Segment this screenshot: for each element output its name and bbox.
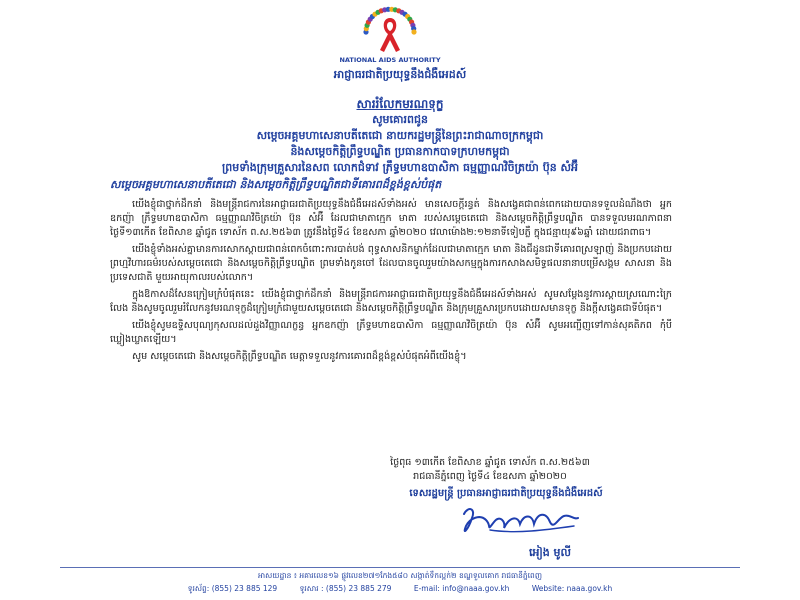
letter-body bbox=[110, 198, 672, 367]
date-block bbox=[340, 456, 640, 484]
svg-text:NATIONAL AIDS AUTHORITY: NATIONAL AIDS AUTHORITY bbox=[339, 56, 441, 64]
salutation: សម្តេចអគ្គមហាសេនាបតីតេជោ និងសម្តេចកិត្តិព្រឹទ្ធបណ្ឌិតជាទីគោរពដ៏ខ្ពង់ខ្ពស់បំផុត bbox=[110, 178, 442, 191]
title-line-4: និងសម្តេចកិត្តិព្រឹទ្ធបណ្ឌិត ប្រធានកាកបាទក្រហមកម្ពុជា bbox=[290, 145, 510, 158]
paragraph: យើងខ្ញុំសូមឧទ្ទិសបុណ្យកុសលដល់ដួងវិញ្ញាណក្ខន្ធ អ្នកឧកញ៉ា ភ្រឹទ្ធមហាឧបាសិកា ធម្មញ្ញាណវិចិត្រយ៉ា ប៊ុន សំអ៊ឺ សូមអញ្ជើញទៅកាន់សុគតិភព កុំបីឃ្លៀងឃ្លាតឡើយ។ bbox=[110, 320, 672, 345]
signature bbox=[446, 500, 596, 542]
paragraph: ក្នុងឱកាសដ៏សែនក្រៀមក្រំបំផុតនេះ យើងខ្ញុំជាថ្នាក់ដឹកនាំ និងមន្ត្រីរាជការអាជ្ញាធរជាតិប្រយុទ្ធនឹងជំងឺអេដស៍ទាំងអស់ សូមសម្តែងនូវការស្តាយស្រណោះក្រៃលែង និងសូមចូលរួមរំលែកនូវមរណទុក្ខដ៏ក្រៀមក្រំជាមួយសម្តេចតេជោ និងសម្តេចកិត្តិព្រឹទ្ធបណ្ឌិត និងក្រុមគ្រួសារប្រកបដោយសមានទុក្ខ និងក្តីសង្វេគជាទីបំផុត។ bbox=[110, 289, 672, 314]
footer-phone: ទូរស័ព្ទ: (855) 23 885 129 bbox=[187, 584, 278, 593]
paragraph: យើងខ្ញុំជាថ្នាក់ដឹកនាំ និងមន្ត្រីរាជការនៃអាជ្ញាធរជាតិប្រយុទ្ធនឹងជំងឺអេដស៍ទាំងអស់ មានសេចក្តីរន្ធត់ និងសង្វេគជាពន់ពេកដោយបានទទួលដំណឹងថា អ្នកឧកញ៉ា ភ្រឹទ្ធមហាឧបាសិកា ធម្មញ្ញាណវិចិត្រយ៉ា ប៊ុន សំអ៊ឺ ដែលជាមាតាក្មេក មាតា របស់សម្តេចតេជោ និងសម្តេចកិត្តិព្រឹទ្ធបណ្ឌិត បានទទួលមរណភាពនាថ្ងៃទី១៣កើត ខែពិសាខ ឆ្នាំជូត ទោស័ក ព.ស.២៥៦៣ ត្រូវនឹងថ្ងៃទី៤ ខែឧសភា ឆ្នាំ២០២០ វេលាម៉ោង២:១២នាទីទៀបភ្លឺ ក្នុងជន្មាយុ៩៦ឆ្នាំ ដោយជរាពាធ។ bbox=[110, 199, 672, 238]
footer-contacts bbox=[60, 584, 740, 595]
footer-fax: ទូរសារ : (855) 23 885 279 bbox=[299, 584, 392, 593]
footer-email[interactable]: E-mail: info@naaa.gov.kh bbox=[413, 584, 510, 593]
signer-title: ទេសរដ្ឋមន្ត្រី ប្រធានអាជ្ញាធរជាតិប្រយុទ្ធនឹងជំងឺអេដស៍ bbox=[409, 488, 603, 499]
letter-title-block bbox=[80, 96, 720, 176]
lunar-date: ថ្ងៃពុធ ១៣កើត ខែពិសាខ ឆ្នាំជូត ទោស័ក ព.ស.២៥៦៣ bbox=[390, 457, 590, 468]
naa-logo bbox=[330, 4, 450, 66]
letter-title: សាររំលែកមរណទុក្ខ bbox=[356, 97, 444, 111]
footer-divider bbox=[60, 567, 740, 568]
signer-name: អៀង មូលី bbox=[528, 546, 572, 559]
title-line-2: សូមគោរពជូន bbox=[372, 113, 428, 126]
logo-figure bbox=[411, 29, 416, 34]
paragraph: សូម សម្តេចតេជោ និងសម្តេចកិត្តិព្រឹទ្ធបណ្ឌិត មេត្តាទទួលនូវការគោរពដ៏ខ្ពង់ខ្ពស់បំផុតអំពីយើងខ្ញុំ។ bbox=[132, 351, 467, 362]
footer-website[interactable]: Website: naaa.gov.kh bbox=[531, 584, 613, 593]
title-line-5: ព្រមទាំងក្រុមគ្រួសារនៃសព លោកជំទាវ ភ្រឹទ្ធមហាឧបាសិកា ធម្មញ្ញាណវិចិត្រយ៉ា ប៊ុន សំអ៊ឺ bbox=[222, 161, 578, 174]
organization-name: អាជ្ញាធរជាតិប្រយុទ្ធនឹងជំងឺអេដស៍ bbox=[333, 68, 467, 81]
title-line-3: សម្តេចអគ្គមហាសេនាបតីតេជោ នាយករដ្ឋមន្ត្រីនៃព្រះរាជាណាចក្រកម្ពុជា bbox=[256, 129, 544, 142]
solar-date: រាជធានីភ្នំពេញ ថ្ងៃទី៤ ខែឧសភា ឆ្នាំ២០២០ bbox=[413, 471, 567, 482]
signature-icon bbox=[446, 500, 596, 542]
naa-logo-icon bbox=[330, 4, 450, 66]
paragraph: យើងខ្ញុំទាំងអស់គ្នាមានការសោកស្តាយជាពន់ពេកចំពោះការបាត់បង់ ពុទ្ធសាសនិកម្នាក់ដែលជាមាតាក្មេក មាតា និងជីដូនជាទីគោរពស្រឡាញ់ និងប្រកបដោយព្រហ្មវិហារធម៌របស់សម្តេចតេជោ និងសម្តេចកិត្តិព្រឹទ្ធបណ្ឌិត ព្រមទាំងកូនចៅ ដែលបានចូលរួមយ៉ាងសកម្មក្នុងការកសាងសមិទ្ធផលនានាបម្រើសង្គម សាសនា និងប្រទេសជាតិ មួយអាយុកាលរបស់លោក។ bbox=[110, 244, 672, 283]
footer-address: អាសយដ្ឋាន ៖ អគារលេខ១៦ ផ្លូវលេខ២៧១កែង៥៨០ សង្កាត់ទឹកល្អក់២ ខណ្ឌទួលគោក រាជធានីភ្នំពេញ bbox=[258, 571, 542, 580]
